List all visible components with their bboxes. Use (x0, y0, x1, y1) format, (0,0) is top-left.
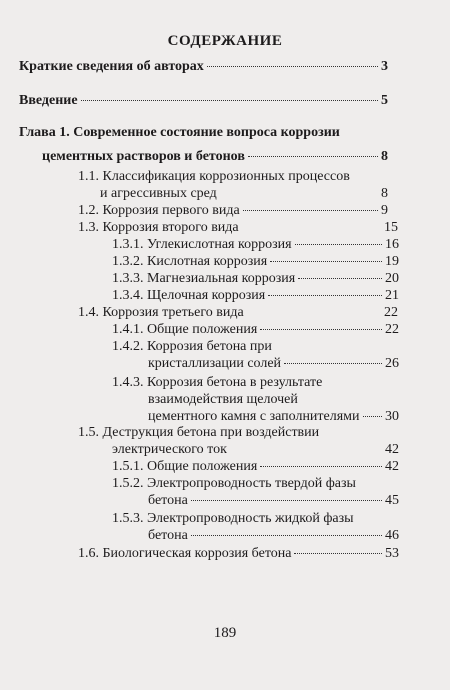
toc-entry-title: Краткие сведения об авторах (19, 59, 204, 74)
toc-entry-authors (19, 58, 388, 75)
dot-leader (260, 466, 382, 467)
toc-entry-title: цементного камня с заполнителями (148, 409, 360, 424)
toc-page-number: 42 (385, 459, 399, 474)
toc-section-1-5-2-line-1: 1.5.2. Электропроводность твердой фазы (112, 476, 356, 491)
toc-page-number: 3 (381, 59, 388, 74)
toc-entry-introduction (19, 92, 388, 109)
toc-section-1-4-1 (112, 321, 399, 338)
toc-page-number: 22 (384, 305, 398, 320)
toc-entry-title: 1.5.1. Общие положения (112, 459, 258, 474)
toc-chapter-1 (42, 148, 388, 165)
toc-section-1-5-line-1: 1.5. Деструкция бетона при воздействии (78, 425, 320, 440)
toc-entry-title: 1.4.1. Общие положения (112, 322, 258, 337)
toc-section-1-5-2 (148, 492, 399, 509)
dot-leader (207, 66, 378, 67)
toc-section-1-2 (78, 202, 388, 219)
dot-leader (243, 210, 378, 211)
dot-leader (247, 312, 381, 313)
page-number: 189 (213, 625, 237, 641)
toc-page-number: 21 (385, 288, 399, 303)
toc-entry-title: 1.3.2. Кислотная коррозия (112, 254, 268, 269)
dot-leader (260, 329, 382, 330)
toc-section-1-4-2-line-1: 1.4.2. Коррозия бетона при (112, 339, 272, 354)
toc-page-number: 42 (385, 442, 399, 457)
toc-page-number: 30 (385, 409, 399, 424)
toc-entry-title: 1.3.4. Щелочная коррозия (112, 288, 266, 303)
toc-section-1-5 (112, 441, 399, 458)
dot-leader (220, 193, 378, 194)
toc-page-number: 20 (385, 271, 399, 286)
dot-leader (270, 261, 382, 262)
toc-entry-title: бетона (148, 528, 188, 543)
toc-section-1-3-2 (112, 253, 399, 270)
toc-page-number: 46 (385, 528, 399, 543)
toc-section-1-4-3 (148, 408, 399, 425)
toc-page-number: 45 (385, 493, 399, 508)
dot-leader (268, 295, 382, 296)
toc-entry-title: 1.3. Коррозия второго вида (78, 220, 239, 235)
toc-entry-title: 1.4. Коррозия третьего вида (78, 305, 244, 320)
toc-section-1-3-3 (112, 270, 399, 287)
toc-entry-title: 1.2. Коррозия первого вида (78, 203, 240, 218)
toc-entry-title: 1.3.1. Углекислотная коррозия (112, 237, 292, 252)
toc-page-number: 53 (385, 546, 399, 561)
dot-leader (284, 363, 382, 364)
dot-leader (191, 535, 382, 536)
dot-leader (294, 553, 382, 554)
toc-entry-title: и агрессивных сред (100, 186, 217, 201)
toc-page-number: 16 (385, 237, 399, 252)
toc-entry-title: 1.6. Биологическая коррозия бетона (78, 546, 292, 561)
toc-section-1-3 (78, 219, 398, 236)
toc-section-1-1 (100, 185, 388, 202)
dot-leader (191, 500, 382, 501)
toc-page-number: 22 (385, 322, 399, 337)
toc-page-number: 15 (384, 220, 398, 235)
toc-section-1-5-3-line-1: 1.5.3. Электропроводность жидкой фазы (112, 511, 354, 526)
dot-leader (230, 449, 382, 450)
toc-section-1-3-1 (112, 236, 399, 253)
dot-leader (298, 278, 382, 279)
toc-section-1-1-line-1: 1.1. Классификация коррозионных процессов (78, 169, 350, 184)
toc-page-number: 5 (381, 93, 388, 108)
toc-entry-title: бетона (148, 493, 188, 508)
toc-entry-title: цементных растворов и бетонов (42, 149, 245, 164)
toc-section-1-4 (78, 304, 398, 321)
toc-chapter-1-line-1: Глава 1. Современное состояние вопроса коррозии (19, 125, 340, 140)
toc-section-1-4-3-line-2: взаимодействия щелочей (148, 392, 298, 407)
toc-section-1-5-1 (112, 458, 399, 475)
toc-page-number: 8 (381, 149, 388, 164)
toc-entry-title: электрического ток (112, 442, 227, 457)
dot-leader (242, 227, 381, 228)
toc-section-1-6 (78, 545, 399, 562)
toc-entry-title: 1.3.3. Магнезиальная коррозия (112, 271, 296, 286)
toc-entry-title: кристаллизации солей (148, 356, 282, 371)
toc-section-1-5-3 (148, 527, 399, 544)
toc-page-number: 19 (385, 254, 399, 269)
toc-section-1-3-4 (112, 287, 399, 304)
toc-section-1-4-2 (148, 355, 399, 372)
toc-page-number: 8 (381, 186, 388, 201)
toc-entry-title: Введение (19, 93, 78, 108)
dot-leader (248, 156, 378, 157)
toc-page-number: 9 (381, 203, 388, 218)
toc-section-1-4-3-line-1: 1.4.3. Коррозия бетона в результате (112, 375, 323, 390)
page-title: СОДЕРЖАНИЕ (167, 33, 283, 49)
toc-page-number: 26 (385, 356, 399, 371)
dot-leader (363, 416, 382, 417)
dot-leader (295, 244, 382, 245)
dot-leader (81, 100, 378, 101)
